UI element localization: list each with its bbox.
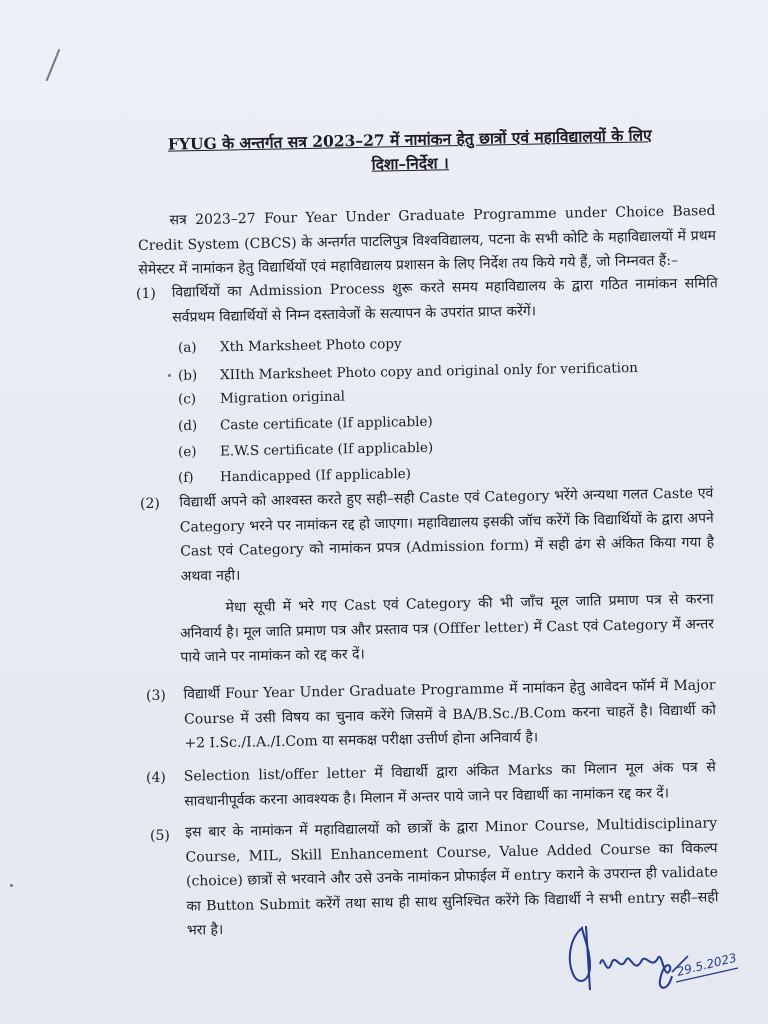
point-number: (1) [136, 286, 156, 302]
signature-date: 29.5.2023 [675, 950, 738, 979]
item-label: (d) [177, 417, 198, 435]
document-item [178, 355, 638, 389]
item-label: (e) [177, 443, 197, 461]
point-text: Selection list/offer letter में विद्यार्थी द्वारा अंकित Marks का मिलान मूल अंक पत्र से सावधानीपूर्वक करना आवश्यक है। मिलान में अन्तर पाये जाने पर विद्यार्थी का नामांकन रद्द कर दें। [183, 759, 716, 810]
point-number: (2) [140, 496, 160, 512]
item-label: (b) [177, 367, 198, 385]
item-text: Handicapped (If applicable) [219, 465, 412, 486]
item-text: Caste certificate (If applicable) [219, 413, 433, 434]
point-text: विद्यार्थियों का Admission Process शुरू करते समय महाविद्यालय के द्वारा गठित नामांकन समिति सर्वप्रथम विद्यार्थियों से निम्न दस्तावेजों के सत्यापन के उपरांत प्राप्त करेंगें। [171, 275, 718, 326]
item-text: E.W.S certificate (If applicable) [219, 439, 434, 460]
handwritten-signature [560, 920, 750, 1000]
item-label: (a) [177, 339, 197, 356]
point-number: (5) [150, 828, 170, 844]
point-text: विद्यार्थी अपने को आश्वस्त करते हुए सही–सही Caste एवं Category भरेंगे अन्यथा गलत Caste एवं Category भरने पर नामांकन रद्द हो जाएगा। महाविद्यालय इसकी जॉच करेंगें कि विद्यार्थियों के द्वारा अपने Cast एवं Category को नामांकन प्रपत्र (Admission form) में सही ढंग से अंकित किया गया है अथवा नही। [179, 485, 715, 585]
document-item [178, 331, 402, 361]
point-text: विद्यार्थी Four Year Under Graduate Programme में नामांकन हेतु आवेदन फॉर्म में Major Course में उसी विषय का चुनाव करेंगे जिसमें वे BA/B.Sc./B.Com करना चाहतें है। विद्यार्थी को +2 I.Sc./I.A./I.Com या समकक्ष परीक्षा उत्तीर्ण होना अनिवार्य है। [183, 677, 717, 752]
title-line-1: FYUG के अन्तर्गत सत्र 2023–27 में नामांकन हेतु छात्रों एवं महाविद्यालयों के लिए [167, 125, 652, 154]
document-title [140, 123, 681, 181]
point-text-continued: मेधा सूची में भरे गए Cast एवं Category की भी जाँच मूल जाति प्रमाण पत्र से करना अनिवार्य है। मूल जाति प्रमाण पत्र और प्रस्ताव पत्र (Offfer letter) में Cast एवं Category में अन्तर पाये जाने पर नामांकन को रद्द कर दें। [179, 591, 715, 666]
point-text: इस बार के नामांकन में महाविद्यालयों को छात्रों के द्वारा Minor Course, Multidisciplinary Course, MIL, Skill Enhancement Course, Value Added Course का विकल्प (choice) छात्रों से भरवाने और उसे उनके नामांकन प्रोफाईल में entry कराने के उपरान्त ही validate का Button Submit करेंगें तथा साथ ही साथ सुनिश्चित करेंगे कि विद्यार्थी ने सभी entry सही–सही भरा है। [185, 815, 719, 939]
scan-speck [168, 374, 171, 377]
point-number: (3) [146, 688, 166, 704]
scan-speck [10, 884, 13, 887]
item-text: Xth Marksheet Photo copy [219, 336, 402, 356]
pen-mark [46, 49, 61, 81]
item-text: XIIth Marksheet Photo copy and original only for verification [219, 359, 638, 384]
intro-paragraph: सत्र 2023–27 Four Year Under Graduate Programme under Choice Based Credit System (CBCS) के अन्तर्गत पाटलिपुत्र विश्वविद्यालय, पटना के सभी कोटि के महाविद्यालयों में प्रथम सेमेस्टर में नामांकन हेतु विद्यार्थियों एवं महाविद्यालय प्रशासन के लिए निर्देश तय किये गये हैं, जो निम्नवत हैं:– [137, 202, 717, 279]
item-label: (f) [177, 469, 194, 487]
document-item [178, 384, 345, 413]
title-line-2: दिशा–निर्देश । [371, 153, 450, 174]
point-number: (4) [146, 770, 166, 786]
item-label: (c) [177, 391, 197, 408]
item-text: Migration original [219, 388, 346, 407]
